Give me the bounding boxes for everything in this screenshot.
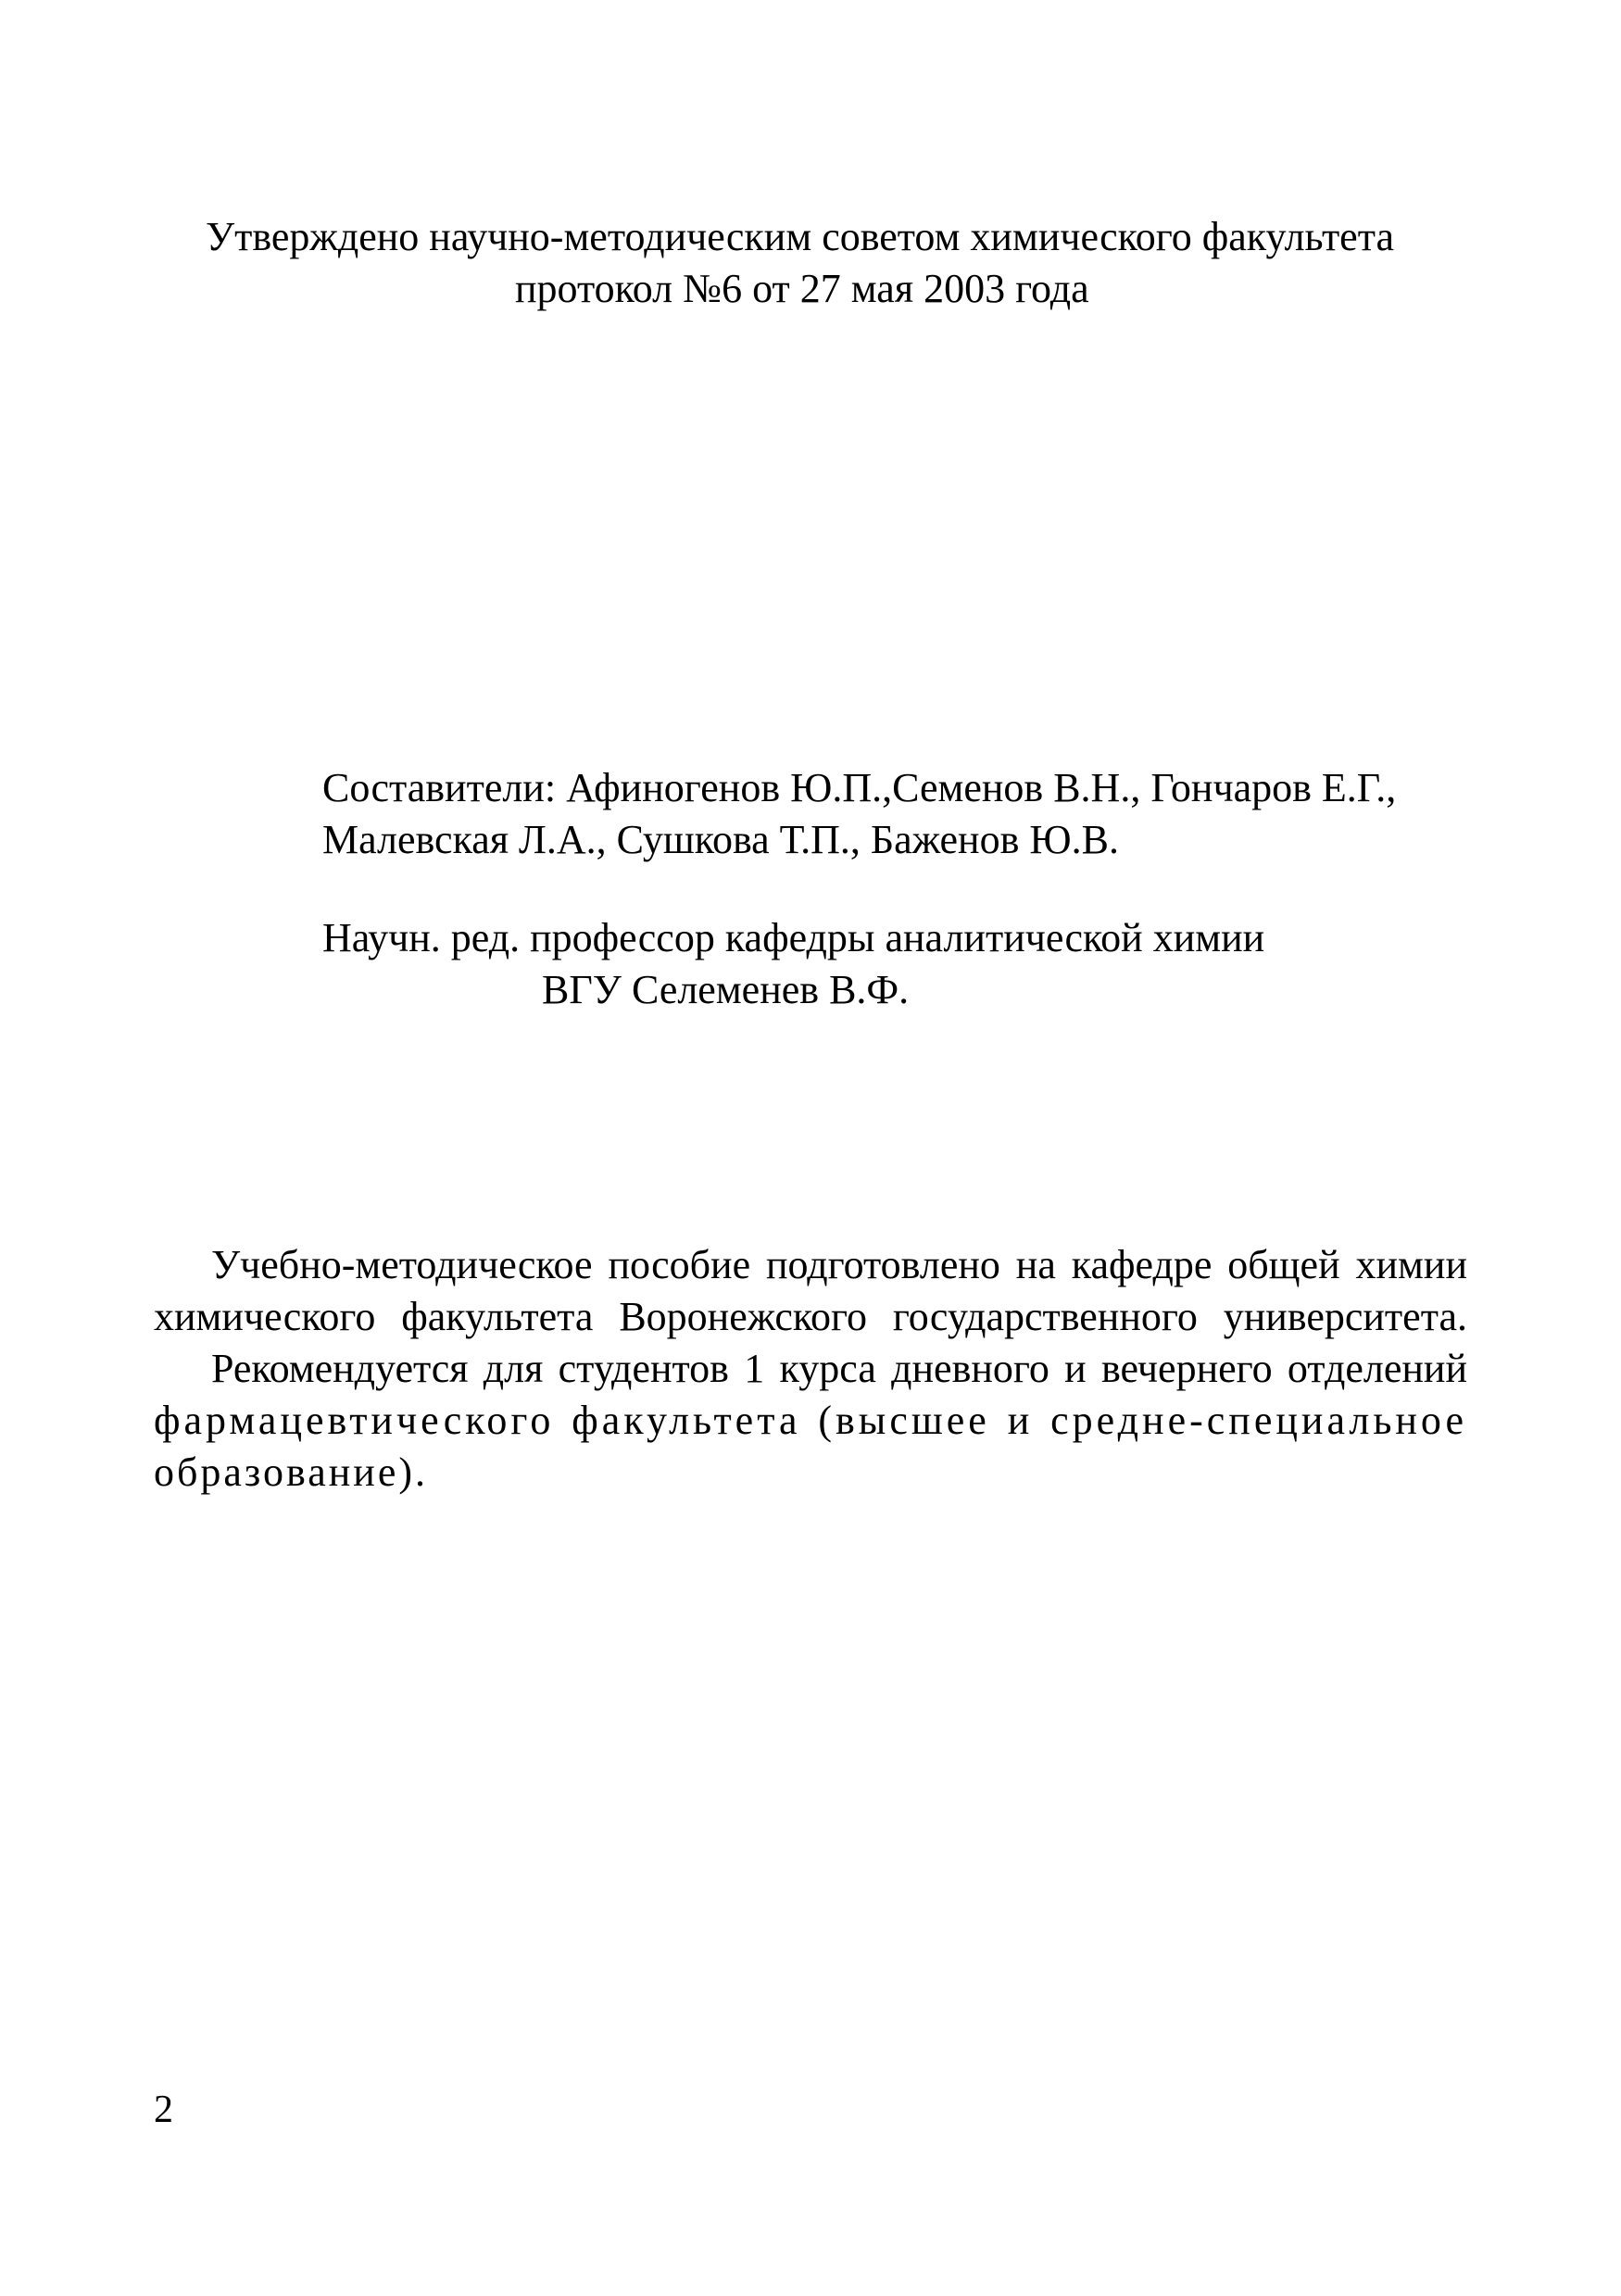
approval-line-1: Утверждено научно-методическим советом химического факультета bbox=[206, 214, 1395, 259]
editor-line-2: ВГУ Селеменев В.Ф. bbox=[542, 967, 910, 1012]
description-line-4: фармацевтического факультета (высшее и средне-специальное bbox=[154, 1398, 1467, 1443]
approval-line-2: протокол №6 от 27 мая 2003 года bbox=[515, 266, 1089, 311]
page-number: 2 bbox=[154, 2089, 173, 2131]
compilers-line-2: Малевская Л.А., Сушкова Т.П., Баженов Ю.В. bbox=[322, 817, 1119, 862]
editor-line-1: Научн. ред. профессор кафедры аналитической химии bbox=[322, 915, 1265, 960]
description-line-5: образование). bbox=[154, 1449, 429, 1495]
description-line-3: Рекомендуется для студентов 1 курса дневного и вечернего отделений bbox=[211, 1346, 1467, 1391]
description-line-1: Учебно-методическое пособие подготовлено на кафедре общей химии bbox=[211, 1242, 1467, 1287]
description-line-2: химического факультета Воронежского государственного университета. bbox=[154, 1294, 1467, 1339]
compilers-line-1: Составители: Афиногенов Ю.П.,Семенов В.Н., Гончаров Е.Г., bbox=[322, 765, 1397, 810]
